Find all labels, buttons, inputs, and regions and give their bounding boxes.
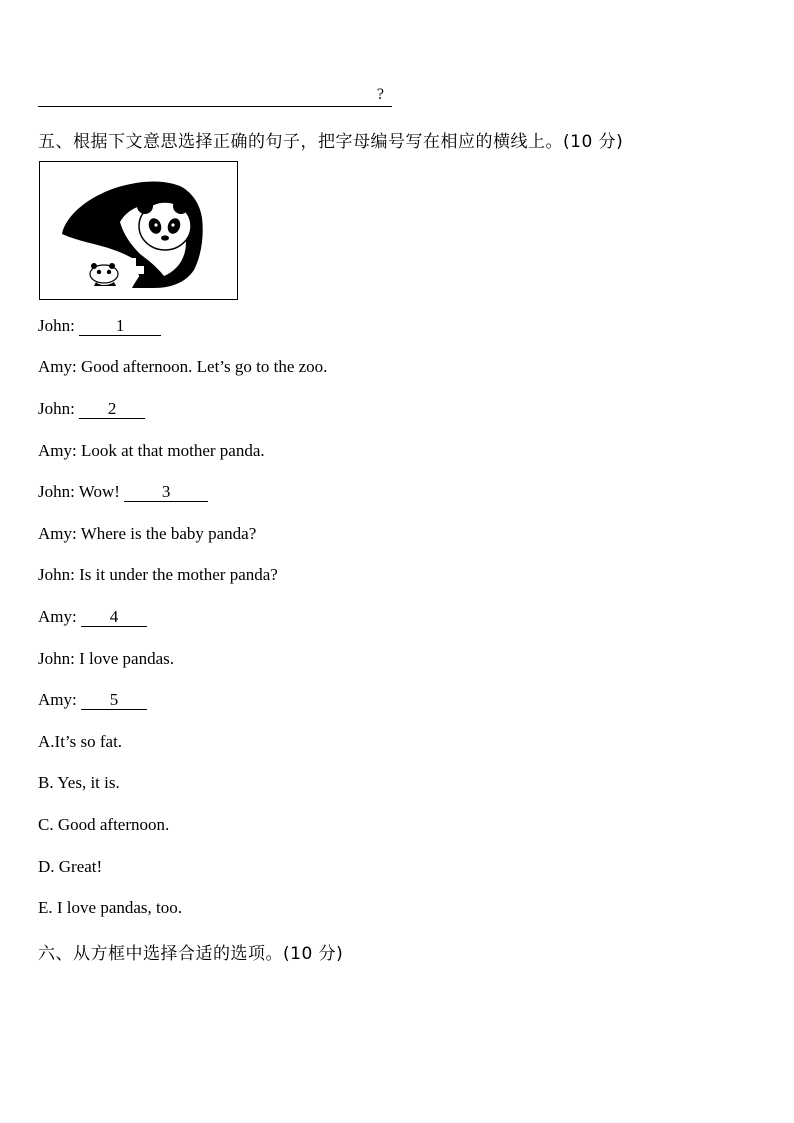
option-a: A.It’s so fat. — [38, 732, 123, 751]
answer-blank-2[interactable]: 2 — [79, 400, 145, 419]
dialogue-line-7 — [38, 565, 278, 585]
speaker: John: — [38, 482, 75, 501]
dialogue-line-2 — [38, 357, 327, 377]
dialogue-line-1 — [38, 316, 161, 336]
line-text: Wow! — [78, 482, 120, 501]
speaker: John: — [38, 649, 75, 668]
option-b: B. Yes, it is. — [38, 773, 120, 792]
question-mark: ? — [376, 86, 384, 103]
dialogue-line-5 — [38, 482, 208, 502]
line-text: Is it under the mother panda? — [79, 565, 278, 584]
speaker: Amy: — [38, 441, 77, 460]
line-text: I love pandas. — [79, 649, 174, 668]
line-text: Where is the baby panda? — [80, 524, 257, 543]
speaker: Amy: — [38, 607, 77, 626]
option-e: E. I love pandas, too. — [38, 898, 182, 917]
dialogue-line-4 — [38, 441, 265, 461]
panda-picture — [39, 161, 238, 300]
speaker: Amy: — [38, 357, 77, 376]
dialogue-line-6 — [38, 524, 256, 544]
answer-blank-4[interactable]: 4 — [81, 608, 147, 627]
dialogue-line-3 — [38, 399, 145, 419]
dialogue-line-8 — [38, 607, 147, 627]
speaker: Amy: — [38, 690, 77, 709]
line-text: Look at that mother panda. — [80, 441, 265, 460]
speaker: John: — [38, 316, 75, 335]
line-text: Good afternoon. Let’s go to the zoo. — [80, 357, 328, 376]
speaker: John: — [38, 565, 75, 584]
answer-blank-5[interactable]: 5 — [81, 691, 147, 710]
answer-blank-1[interactable]: 1 — [79, 317, 161, 336]
panda-illustration — [40, 162, 237, 299]
answer-blank-3[interactable]: 3 — [124, 483, 208, 502]
speaker: John: — [38, 399, 75, 418]
speaker: Amy: — [38, 524, 77, 543]
dialogue-line-9 — [38, 649, 174, 669]
option-c: C. Good afternoon. — [38, 815, 170, 834]
dialogue-line-10 — [38, 690, 147, 710]
section-6-title: 六、从方框中选择合适的选项。(10 分) — [38, 944, 344, 964]
answer-blank-line — [38, 84, 392, 107]
option-d: D. Great! — [38, 857, 103, 876]
section-5-title: 五、根据下文意思选择正确的句子，把字母编号写在相应的横线上。(10 分) — [38, 132, 624, 152]
